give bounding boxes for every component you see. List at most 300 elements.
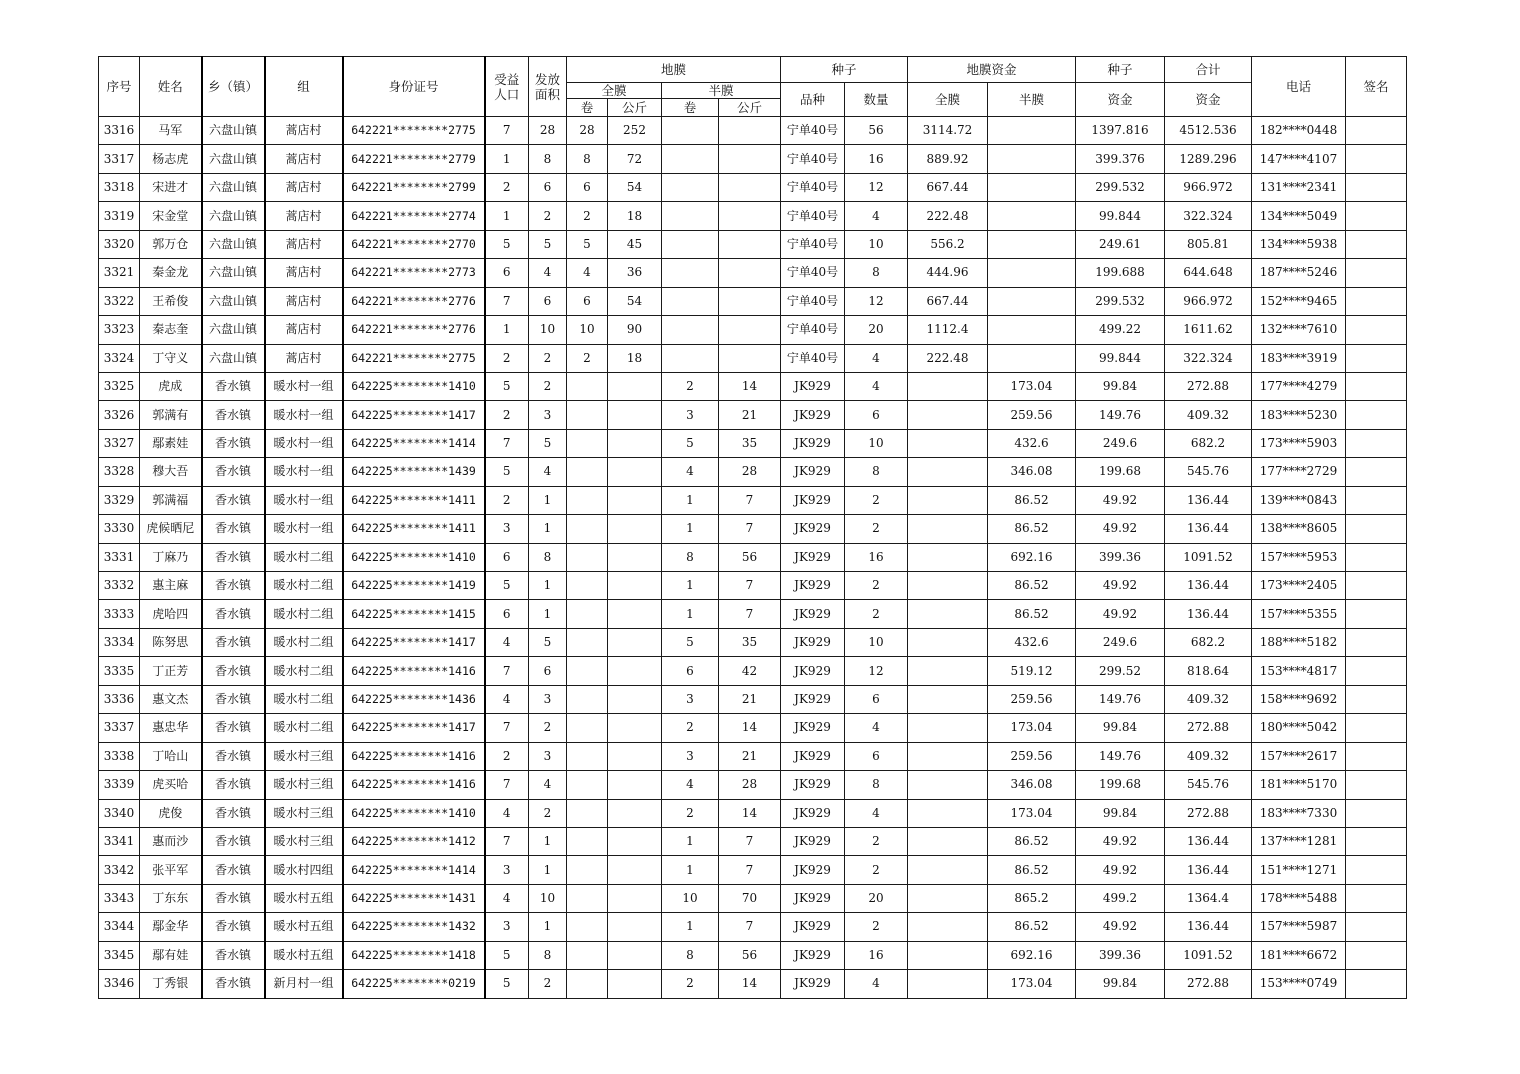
cell-half-kg: [719, 230, 781, 258]
cell-full-roll: [567, 458, 608, 486]
cell-area: 8: [529, 941, 567, 969]
cell-fund-half: 259.56: [988, 742, 1076, 770]
cell-population: 5: [485, 970, 529, 998]
cell-full-roll: [567, 913, 608, 941]
cell-town: 香水镇: [202, 913, 265, 941]
cell-area: 5: [529, 230, 567, 258]
cell-half-kg: 14: [719, 714, 781, 742]
table-row: [99, 714, 1407, 742]
cell-full-roll: 2: [567, 202, 608, 230]
cell-population: 7: [485, 714, 529, 742]
cell-fund-full: 222.48: [908, 202, 988, 230]
cell-seed-fund: 49.92: [1076, 515, 1165, 543]
cell-full-kg: [608, 429, 662, 457]
header-id: 身份证号: [343, 57, 485, 117]
cell-full-kg: [608, 941, 662, 969]
cell-variety: JK929: [781, 827, 845, 855]
cell-group: 蒿店村: [265, 117, 343, 145]
cell-seed-fund: 1397.816: [1076, 117, 1165, 145]
cell-seed-fund: 149.76: [1076, 401, 1165, 429]
cell-sign: [1346, 401, 1407, 429]
cell-fund-full: 556.2: [908, 230, 988, 258]
header-half-kg: 公斤: [719, 99, 781, 117]
cell-town: 香水镇: [202, 657, 265, 685]
cell-population: 2: [485, 401, 529, 429]
cell-total: 272.88: [1165, 970, 1252, 998]
cell-fund-half: [988, 230, 1076, 258]
cell-phone: 132****7610: [1252, 316, 1346, 344]
cell-seq: 3327: [99, 429, 140, 457]
cell-half-roll: 2: [662, 714, 719, 742]
cell-half-kg: 56: [719, 543, 781, 571]
cell-seed-fund: 299.52: [1076, 657, 1165, 685]
cell-group: 暖水村一组: [265, 458, 343, 486]
cell-sign: [1346, 344, 1407, 372]
cell-name: 郭满有: [140, 401, 202, 429]
cell-population: 7: [485, 429, 529, 457]
cell-variety: 宁单40号: [781, 259, 845, 287]
cell-full-roll: 2: [567, 344, 608, 372]
cell-sign: [1346, 145, 1407, 173]
cell-full-kg: 54: [608, 287, 662, 315]
cell-half-roll: [662, 259, 719, 287]
table-row: [99, 287, 1407, 315]
cell-group: 暖水村一组: [265, 515, 343, 543]
table-row: [99, 429, 1407, 457]
cell-seed-fund: 249.61: [1076, 230, 1165, 258]
header-half-roll: 卷: [662, 99, 719, 117]
cell-half-roll: [662, 230, 719, 258]
cell-variety: JK929: [781, 742, 845, 770]
cell-total: 682.2: [1165, 628, 1252, 656]
cell-town: 六盘山镇: [202, 287, 265, 315]
cell-total: 966.972: [1165, 287, 1252, 315]
cell-name: 惠忠华: [140, 714, 202, 742]
cell-seed-fund: 49.92: [1076, 600, 1165, 628]
header-film: 地膜: [567, 57, 781, 83]
cell-total: 545.76: [1165, 771, 1252, 799]
cell-total: 272.88: [1165, 372, 1252, 400]
cell-half-kg: [719, 145, 781, 173]
cell-variety: JK929: [781, 401, 845, 429]
cell-variety: JK929: [781, 458, 845, 486]
cell-sign: [1346, 173, 1407, 201]
cell-half-kg: 7: [719, 486, 781, 514]
cell-fund-half: [988, 287, 1076, 315]
cell-group: 蒿店村: [265, 259, 343, 287]
cell-phone: 157****5355: [1252, 600, 1346, 628]
cell-fund-half: [988, 145, 1076, 173]
cell-quantity: 4: [845, 799, 908, 827]
cell-area: 5: [529, 628, 567, 656]
cell-town: 六盘山镇: [202, 259, 265, 287]
cell-full-roll: [567, 941, 608, 969]
cell-quantity: 16: [845, 941, 908, 969]
cell-fund-half: 432.6: [988, 429, 1076, 457]
cell-half-kg: [719, 344, 781, 372]
cell-half-roll: 1: [662, 913, 719, 941]
cell-population: 2: [485, 486, 529, 514]
cell-full-kg: [608, 628, 662, 656]
cell-seq: 3345: [99, 941, 140, 969]
cell-fund-full: [908, 913, 988, 941]
cell-seed-fund: 49.92: [1076, 913, 1165, 941]
cell-half-kg: 35: [719, 429, 781, 457]
table-row: [99, 572, 1407, 600]
cell-quantity: 10: [845, 628, 908, 656]
cell-id: 642225********1410: [343, 372, 485, 400]
cell-group: 新月村一组: [265, 970, 343, 998]
table-row: [99, 970, 1407, 998]
cell-area: 8: [529, 145, 567, 173]
table-row: [99, 344, 1407, 372]
cell-fund-half: 519.12: [988, 657, 1076, 685]
table-row: [99, 799, 1407, 827]
cell-seq: 3321: [99, 259, 140, 287]
cell-phone: 134****5938: [1252, 230, 1346, 258]
cell-half-roll: 8: [662, 941, 719, 969]
cell-name: 陈努思: [140, 628, 202, 656]
cell-fund-full: [908, 884, 988, 912]
cell-name: 虎俊: [140, 799, 202, 827]
cell-name: 丁哈山: [140, 742, 202, 770]
cell-group: 暖水村二组: [265, 572, 343, 600]
cell-phone: 182****0448: [1252, 117, 1346, 145]
header-fund-half: 半膜: [988, 83, 1076, 117]
cell-full-kg: 72: [608, 145, 662, 173]
cell-fund-full: [908, 486, 988, 514]
cell-full-kg: [608, 401, 662, 429]
cell-group: 蒿店村: [265, 287, 343, 315]
table-row: [99, 173, 1407, 201]
cell-half-kg: [719, 173, 781, 201]
cell-fund-full: 3114.72: [908, 117, 988, 145]
cell-name: 丁秀银: [140, 970, 202, 998]
cell-fund-half: 173.04: [988, 970, 1076, 998]
cell-half-roll: [662, 344, 719, 372]
cell-fund-full: [908, 458, 988, 486]
cell-sign: [1346, 117, 1407, 145]
cell-population: 2: [485, 742, 529, 770]
cell-full-kg: [608, 827, 662, 855]
cell-name: 丁麻乃: [140, 543, 202, 571]
cell-sign: [1346, 913, 1407, 941]
cell-seq: 3338: [99, 742, 140, 770]
cell-full-kg: 18: [608, 344, 662, 372]
cell-variety: 宁单40号: [781, 316, 845, 344]
cell-variety: JK929: [781, 771, 845, 799]
cell-group: 蒿店村: [265, 316, 343, 344]
cell-seq: 3346: [99, 970, 140, 998]
cell-name: 宋金堂: [140, 202, 202, 230]
cell-phone: 153****0749: [1252, 970, 1346, 998]
cell-group: 暖水村四组: [265, 856, 343, 884]
cell-sign: [1346, 543, 1407, 571]
cell-full-roll: [567, 429, 608, 457]
table-row: [99, 372, 1407, 400]
cell-town: 香水镇: [202, 600, 265, 628]
cell-full-roll: [567, 486, 608, 514]
cell-half-kg: 7: [719, 827, 781, 855]
cell-total: 136.44: [1165, 486, 1252, 514]
cell-half-kg: 7: [719, 572, 781, 600]
cell-population: 7: [485, 827, 529, 855]
cell-seed-fund: 49.92: [1076, 827, 1165, 855]
cell-town: 香水镇: [202, 572, 265, 600]
cell-town: 香水镇: [202, 941, 265, 969]
cell-fund-full: [908, 572, 988, 600]
cell-seq: 3341: [99, 827, 140, 855]
cell-half-kg: [719, 316, 781, 344]
cell-town: 六盘山镇: [202, 173, 265, 201]
cell-fund-half: [988, 344, 1076, 372]
cell-full-roll: [567, 657, 608, 685]
cell-quantity: 2: [845, 486, 908, 514]
cell-phone: 173****5903: [1252, 429, 1346, 457]
cell-town: 香水镇: [202, 799, 265, 827]
cell-quantity: 56: [845, 117, 908, 145]
cell-group: 暖水村二组: [265, 685, 343, 713]
cell-full-roll: 5: [567, 230, 608, 258]
cell-id: 642225********1439: [343, 458, 485, 486]
cell-group: 暖水村一组: [265, 372, 343, 400]
cell-total: 136.44: [1165, 856, 1252, 884]
table-row: [99, 941, 1407, 969]
table-row: [99, 856, 1407, 884]
cell-seed-fund: 499.2: [1076, 884, 1165, 912]
cell-population: 3: [485, 856, 529, 884]
cell-phone: 187****5246: [1252, 259, 1346, 287]
cell-total: 272.88: [1165, 714, 1252, 742]
cell-variety: JK929: [781, 884, 845, 912]
cell-seq: 3319: [99, 202, 140, 230]
cell-name: 张平军: [140, 856, 202, 884]
cell-seq: 3343: [99, 884, 140, 912]
cell-quantity: 20: [845, 884, 908, 912]
cell-fund-half: 865.2: [988, 884, 1076, 912]
cell-total: 4512.536: [1165, 117, 1252, 145]
cell-fund-half: [988, 117, 1076, 145]
cell-seed-fund: 99.844: [1076, 202, 1165, 230]
cell-seq: 3337: [99, 714, 140, 742]
cell-full-kg: 36: [608, 259, 662, 287]
cell-half-kg: 21: [719, 742, 781, 770]
table-row: [99, 600, 1407, 628]
cell-quantity: 12: [845, 173, 908, 201]
cell-area: 1: [529, 486, 567, 514]
cell-half-kg: 70: [719, 884, 781, 912]
header-group: 组: [265, 57, 343, 117]
cell-half-kg: [719, 259, 781, 287]
cell-phone: 183****5230: [1252, 401, 1346, 429]
cell-fund-half: 259.56: [988, 401, 1076, 429]
cell-full-roll: [567, 856, 608, 884]
table-row: [99, 685, 1407, 713]
header-town: 乡（镇）: [202, 57, 265, 117]
table-row: [99, 628, 1407, 656]
cell-half-roll: 6: [662, 657, 719, 685]
cell-quantity: 2: [845, 913, 908, 941]
cell-population: 5: [485, 941, 529, 969]
cell-name: 鄢有娃: [140, 941, 202, 969]
cell-phone: 134****5049: [1252, 202, 1346, 230]
cell-fund-full: 889.92: [908, 145, 988, 173]
cell-phone: 157****5987: [1252, 913, 1346, 941]
cell-population: 4: [485, 884, 529, 912]
table-row: [99, 913, 1407, 941]
cell-full-kg: [608, 884, 662, 912]
cell-total: 322.324: [1165, 344, 1252, 372]
cell-fund-half: 86.52: [988, 856, 1076, 884]
cell-id: 642225********1414: [343, 429, 485, 457]
cell-quantity: 12: [845, 657, 908, 685]
cell-id: 642225********1410: [343, 543, 485, 571]
distribution-table: [98, 56, 1407, 999]
cell-half-roll: 3: [662, 742, 719, 770]
cell-sign: [1346, 799, 1407, 827]
cell-seq: 3332: [99, 572, 140, 600]
cell-phone: 157****5953: [1252, 543, 1346, 571]
cell-half-kg: 35: [719, 628, 781, 656]
cell-fund-full: 667.44: [908, 287, 988, 315]
cell-total: 818.64: [1165, 657, 1252, 685]
cell-seq: 3328: [99, 458, 140, 486]
cell-population: 6: [485, 543, 529, 571]
cell-half-kg: 7: [719, 856, 781, 884]
cell-sign: [1346, 742, 1407, 770]
cell-name: 鄢素娃: [140, 429, 202, 457]
header-seed-fund-top: 种子: [1076, 57, 1165, 83]
cell-variety: JK929: [781, 799, 845, 827]
table-row: [99, 202, 1407, 230]
cell-group: 暖水村一组: [265, 401, 343, 429]
cell-sign: [1346, 685, 1407, 713]
cell-population: 7: [485, 117, 529, 145]
cell-id: 642225********1436: [343, 685, 485, 713]
cell-full-kg: [608, 913, 662, 941]
cell-half-roll: 2: [662, 799, 719, 827]
cell-sign: [1346, 884, 1407, 912]
cell-area: 28: [529, 117, 567, 145]
cell-quantity: 2: [845, 572, 908, 600]
cell-half-roll: [662, 145, 719, 173]
table-row: [99, 458, 1407, 486]
cell-quantity: 4: [845, 344, 908, 372]
cell-seq: 3340: [99, 799, 140, 827]
cell-area: 1: [529, 600, 567, 628]
cell-half-roll: 4: [662, 458, 719, 486]
cell-quantity: 16: [845, 145, 908, 173]
cell-full-kg: [608, 685, 662, 713]
cell-town: 香水镇: [202, 486, 265, 514]
cell-seq: 3335: [99, 657, 140, 685]
cell-sign: [1346, 657, 1407, 685]
cell-town: 香水镇: [202, 970, 265, 998]
cell-full-roll: [567, 970, 608, 998]
cell-town: 六盘山镇: [202, 202, 265, 230]
table-row: [99, 515, 1407, 543]
cell-group: 暖水村五组: [265, 941, 343, 969]
cell-variety: JK929: [781, 372, 845, 400]
header-half-film: 半膜: [662, 83, 781, 99]
cell-name: 杨志虎: [140, 145, 202, 173]
cell-group: 蒿店村: [265, 230, 343, 258]
cell-half-roll: 5: [662, 429, 719, 457]
cell-seq: 3329: [99, 486, 140, 514]
cell-full-roll: [567, 742, 608, 770]
cell-full-roll: 28: [567, 117, 608, 145]
cell-id: 642225********1416: [343, 771, 485, 799]
cell-fund-half: 346.08: [988, 458, 1076, 486]
cell-fund-half: 173.04: [988, 372, 1076, 400]
cell-full-kg: [608, 714, 662, 742]
header-full-film: 全膜: [567, 83, 662, 99]
cell-variety: JK929: [781, 628, 845, 656]
cell-half-roll: 10: [662, 884, 719, 912]
table-body: [99, 117, 1407, 999]
cell-area: 5: [529, 429, 567, 457]
cell-total: 1611.62: [1165, 316, 1252, 344]
cell-id: 642225********0219: [343, 970, 485, 998]
cell-half-kg: 28: [719, 458, 781, 486]
header-quantity: 数量: [845, 83, 908, 117]
cell-full-roll: 6: [567, 173, 608, 201]
cell-seq: 3324: [99, 344, 140, 372]
cell-half-roll: [662, 202, 719, 230]
cell-phone: 181****6672: [1252, 941, 1346, 969]
cell-area: 10: [529, 316, 567, 344]
table-row: [99, 316, 1407, 344]
cell-seed-fund: 499.22: [1076, 316, 1165, 344]
cell-total: 1091.52: [1165, 543, 1252, 571]
cell-phone: 158****9692: [1252, 685, 1346, 713]
table-row: [99, 884, 1407, 912]
header-name: 姓名: [140, 57, 202, 117]
cell-fund-full: [908, 771, 988, 799]
cell-name: 宋进才: [140, 173, 202, 201]
header-population: 受益 人口: [485, 57, 529, 117]
cell-name: 惠主麻: [140, 572, 202, 600]
cell-full-kg: [608, 515, 662, 543]
header-total-top: 合计: [1165, 57, 1252, 83]
cell-sign: [1346, 458, 1407, 486]
cell-fund-full: 667.44: [908, 173, 988, 201]
cell-id: 642221********2774: [343, 202, 485, 230]
cell-seed-fund: 49.92: [1076, 486, 1165, 514]
cell-id: 642225********1416: [343, 742, 485, 770]
cell-population: 2: [485, 344, 529, 372]
cell-population: 3: [485, 913, 529, 941]
cell-town: 六盘山镇: [202, 145, 265, 173]
cell-fund-full: [908, 941, 988, 969]
cell-name: 丁东东: [140, 884, 202, 912]
cell-variety: JK929: [781, 856, 845, 884]
cell-fund-half: 86.52: [988, 486, 1076, 514]
cell-total: 409.32: [1165, 401, 1252, 429]
cell-variety: JK929: [781, 429, 845, 457]
cell-name: 郭满福: [140, 486, 202, 514]
cell-phone: 153****4817: [1252, 657, 1346, 685]
cell-quantity: 12: [845, 287, 908, 315]
cell-seq: 3339: [99, 771, 140, 799]
cell-full-kg: 90: [608, 316, 662, 344]
cell-half-roll: 1: [662, 600, 719, 628]
cell-total: 1091.52: [1165, 941, 1252, 969]
cell-name: 惠而沙: [140, 827, 202, 855]
cell-variety: JK929: [781, 600, 845, 628]
cell-half-kg: 7: [719, 515, 781, 543]
cell-variety: 宁单40号: [781, 344, 845, 372]
